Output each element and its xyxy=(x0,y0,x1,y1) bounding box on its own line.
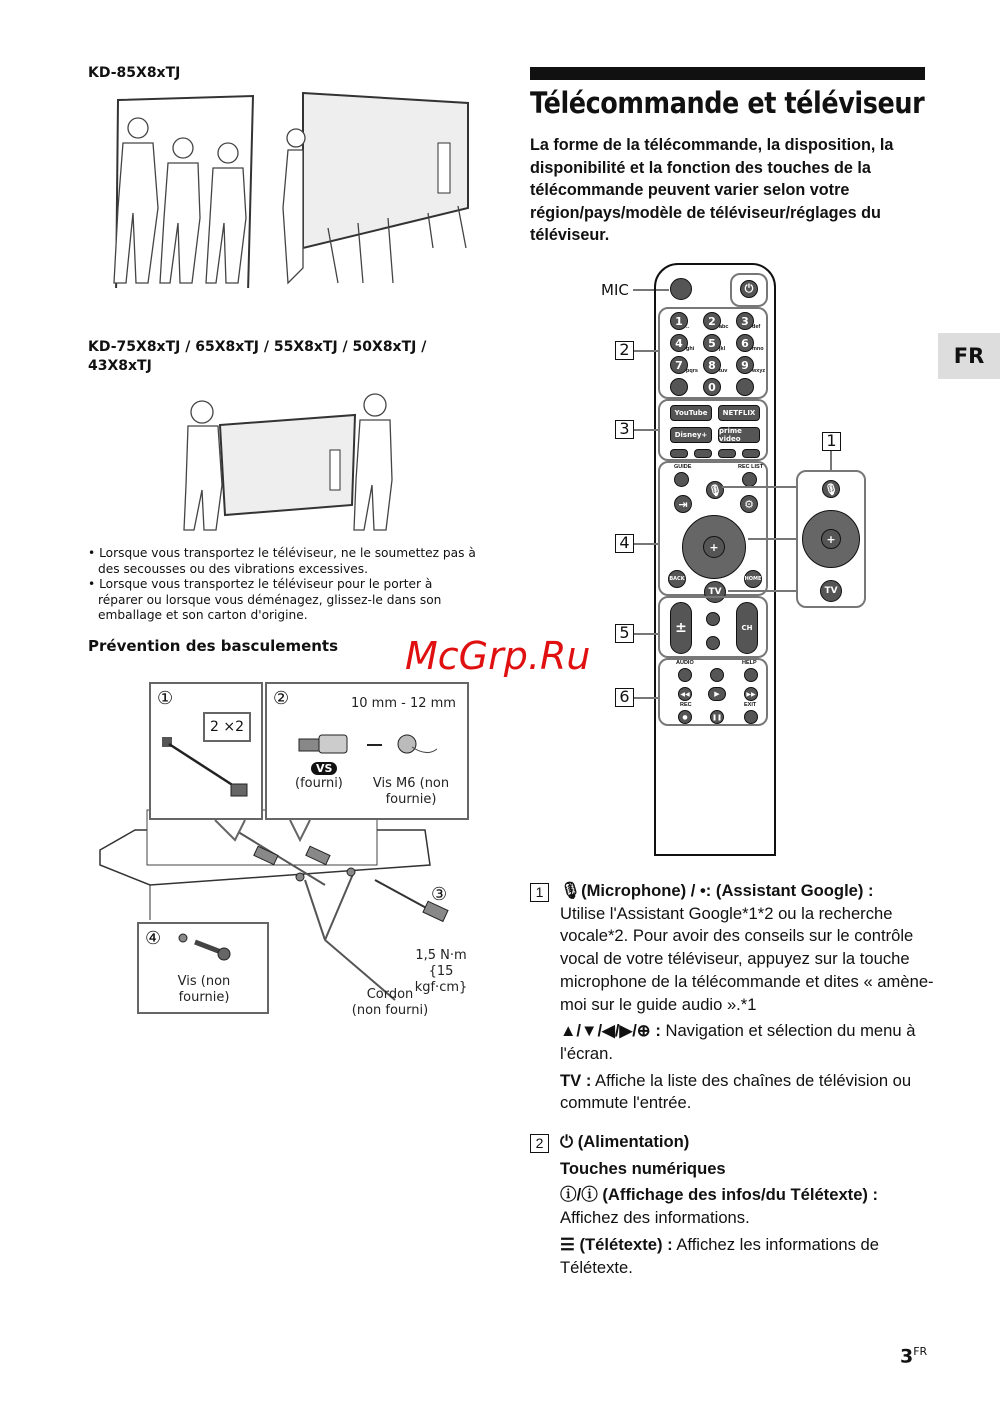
language-tab: FR xyxy=(938,333,1000,379)
back-button: BACK xyxy=(668,570,686,588)
dpad: + xyxy=(682,515,746,579)
page-suffix: FR xyxy=(913,1345,928,1358)
cord-label: Cordon (non fourni) xyxy=(351,987,429,1018)
number-key-letters: .. xyxy=(686,324,690,330)
step-number: ③ xyxy=(431,884,448,905)
step-number: ② xyxy=(273,688,290,709)
watermark: McGrp.Ru xyxy=(405,634,591,678)
color-button xyxy=(742,449,760,458)
number-key: 1 xyxy=(670,312,688,330)
item-body: Affichez des informations. xyxy=(560,1208,750,1228)
microphone-icon: 🎙 xyxy=(706,481,724,499)
power-icon: ⏻ xyxy=(740,280,758,298)
bullet-text: Lorsque vous transportez le téléviseur pour le porter à réparer ou lorsque vous déménagez, glissez-le dans son emballage et son carton d'origine. xyxy=(98,577,442,622)
netflix-button: NETFLIX xyxy=(718,405,760,421)
audio-button xyxy=(678,668,692,682)
youtube-button: YouTube xyxy=(670,405,712,421)
screw-removal-icon xyxy=(159,734,259,804)
exit-button xyxy=(744,710,758,724)
number-key: 2 xyxy=(703,312,721,330)
item-key: ⓘ/ⓘ (Affichage des infos/du Télétexte) : xyxy=(560,1185,879,1205)
number-key xyxy=(736,378,754,396)
color-button xyxy=(670,449,688,458)
description-item-1 xyxy=(530,880,935,1119)
navigation-group xyxy=(658,461,768,596)
audio-label: AUDIO xyxy=(676,660,694,666)
prime-video-button: prime video xyxy=(718,427,760,443)
page-title: Télécommande et téléviseur xyxy=(530,86,925,120)
item-body: Affiche la liste des chaînes de télévision ou commute l'entrée. xyxy=(560,1070,912,1113)
remote-control xyxy=(654,263,776,856)
input-icon: ⇥ xyxy=(674,495,692,513)
number-key: 7 xyxy=(670,356,688,374)
volume-rocker: ± xyxy=(670,602,692,654)
number-key-letters: mno xyxy=(752,346,764,352)
item-body: Affichez les informations de Télétexte. xyxy=(560,1234,879,1277)
number-key-letters: ghi xyxy=(686,346,695,352)
number-key-letters: pqrs xyxy=(686,368,698,374)
volume-channel-group xyxy=(658,596,768,658)
item-number: 2 xyxy=(530,1134,549,1153)
page-number-value: 3 xyxy=(900,1345,914,1368)
model-heading-others: KD-75X8xTJ / 65X8xTJ / 55X8xTJ / 50X8xTJ / 43X8xTJ xyxy=(88,339,427,374)
number-key: 5 xyxy=(703,334,721,352)
part-count-callout: 2 ×2 xyxy=(203,712,251,742)
disney-button: Disney+ xyxy=(670,427,712,443)
item-body: Navigation et sélection du menu à l'écran. xyxy=(560,1021,916,1063)
mic-hole xyxy=(670,278,692,300)
item-subtitle: Touches numériques xyxy=(560,1158,726,1178)
tv-button: TV xyxy=(704,581,726,603)
home-button: HOME xyxy=(744,570,762,588)
vs-label: (fourni) xyxy=(295,776,343,791)
transport-bullets xyxy=(88,546,478,624)
record-icon: ● xyxy=(678,710,692,724)
help-label: HELP xyxy=(742,660,757,666)
color-button xyxy=(718,449,736,458)
step2-panel xyxy=(265,682,469,820)
m6-screw-label: Vis M6 (non fournie) xyxy=(372,776,450,807)
item-title: ⏻ (Alimentation) xyxy=(560,1132,690,1152)
number-key-letters: tuv xyxy=(719,368,728,374)
callout-3: 3 xyxy=(615,420,634,439)
number-group xyxy=(658,307,768,399)
mute-icon xyxy=(706,636,720,650)
page-number xyxy=(900,1345,927,1367)
channel-rocker: CH xyxy=(736,602,758,654)
settings-gear-icon: ⚙ xyxy=(740,495,758,513)
torque-label: 1,5 N·m {15 kgf·cm} xyxy=(414,948,468,995)
step-number: ① xyxy=(157,688,174,709)
item-number: 1 xyxy=(530,883,549,902)
number-key-letters: def xyxy=(752,324,761,330)
microphone-icon: 🎙 xyxy=(822,480,840,498)
anti-tip-diagram xyxy=(95,680,485,1020)
section-heading-tip-prevention: Prévention des basculements xyxy=(88,637,339,655)
guide-button xyxy=(674,472,689,487)
number-key: 8 xyxy=(703,356,721,374)
step1-panel xyxy=(149,682,263,820)
number-key-letters: jkl xyxy=(719,346,726,352)
callout-5: 5 xyxy=(615,624,634,643)
vs-badge: VS xyxy=(311,762,337,775)
jump-button xyxy=(706,612,720,626)
intro-paragraph: La forme de la télécommande, la disposition, la disponibilité et la fonction des touches de la télécommande peuvent varier selon votre région/pays/modèle de téléviseur/réglages du téléviseur. xyxy=(530,136,894,245)
tv-carry-illustration-small xyxy=(180,390,395,535)
callout-6: 6 xyxy=(615,688,634,707)
exit-label: EXIT xyxy=(744,702,757,708)
subtitle-button xyxy=(710,668,724,682)
fast-forward-icon: ▶▶ xyxy=(744,687,758,701)
bullet-item: • Lorsque vous transportez le téléviseur pour le porter à réparer ou lorsque vous déménagez, glissez-le dans son emballage et son carton d'origine. xyxy=(88,577,442,622)
key-descriptions xyxy=(530,880,935,1291)
tv-button: TV xyxy=(820,580,842,602)
item-body: Utilise l'Assistant Google*1*2 ou la recherche vocale*2. Pour avoir des conseils sur le contrôle vocal de votre téléviseur, appuyez sur la touche microphone de la télécommande et dites « amène-moi sur le guide audio ».*1 xyxy=(560,903,934,1014)
bullet-item: • Lorsque vous transportez le téléviseur, ne le soumettez pas à des secousses ou des vibrations excessives. xyxy=(88,546,476,576)
number-key: 6 xyxy=(736,334,754,352)
number-key xyxy=(670,378,688,396)
number-key-letters: abc xyxy=(719,324,729,330)
item-title: 🎙(Microphone) / •: (Assistant Google) : xyxy=(560,881,874,900)
mic-label: MIC xyxy=(601,281,629,299)
model-heading-85: KD-85X8xTJ xyxy=(88,65,181,81)
number-key: 3 xyxy=(736,312,754,330)
item-key: ▲/▼/◀/▶/⊕ : xyxy=(560,1021,661,1041)
item-key: ☰ (Télétexte) : xyxy=(560,1234,673,1254)
power-group xyxy=(730,273,768,307)
number-key: 4 xyxy=(670,334,688,352)
number-key: 0 xyxy=(703,378,721,396)
screw-label: Vis (non fournie) xyxy=(177,974,231,1005)
callout-1: 1 xyxy=(822,432,841,451)
dimension-label: 10 mm - 12 mm xyxy=(351,696,456,711)
item-key: TV : xyxy=(560,1070,592,1090)
playback-group xyxy=(658,658,768,726)
step-number: ④ xyxy=(145,928,162,949)
rewind-icon: ◀◀ xyxy=(678,687,692,701)
callout-4: 4 xyxy=(615,534,634,553)
play-icon: ▶ xyxy=(708,687,726,701)
bullet-text: Lorsque vous transportez le téléviseur, ne le soumettez pas à des secousses ou des vibrations excessives. xyxy=(98,546,476,576)
rec-list-label: REC LIST xyxy=(738,464,764,470)
description-item-2 xyxy=(530,1131,935,1283)
tv-carry-illustration-85 xyxy=(88,88,480,288)
title-bar-decoration xyxy=(530,67,925,80)
dpad: + xyxy=(802,510,860,568)
apps-group xyxy=(658,399,768,461)
callout-2: 2 xyxy=(615,341,634,360)
rec-label: REC xyxy=(680,702,692,708)
callout-1-detail xyxy=(796,470,866,608)
number-key: 9 xyxy=(736,356,754,374)
pause-icon: ❚❚ xyxy=(710,710,724,724)
color-button xyxy=(694,449,712,458)
help-button xyxy=(744,668,758,682)
rec-list-button xyxy=(742,472,757,487)
step4-panel xyxy=(137,922,269,1014)
number-key-letters: wxyz xyxy=(752,368,766,374)
guide-label: GUIDE xyxy=(674,464,692,470)
wood-screw-icon xyxy=(177,932,237,962)
